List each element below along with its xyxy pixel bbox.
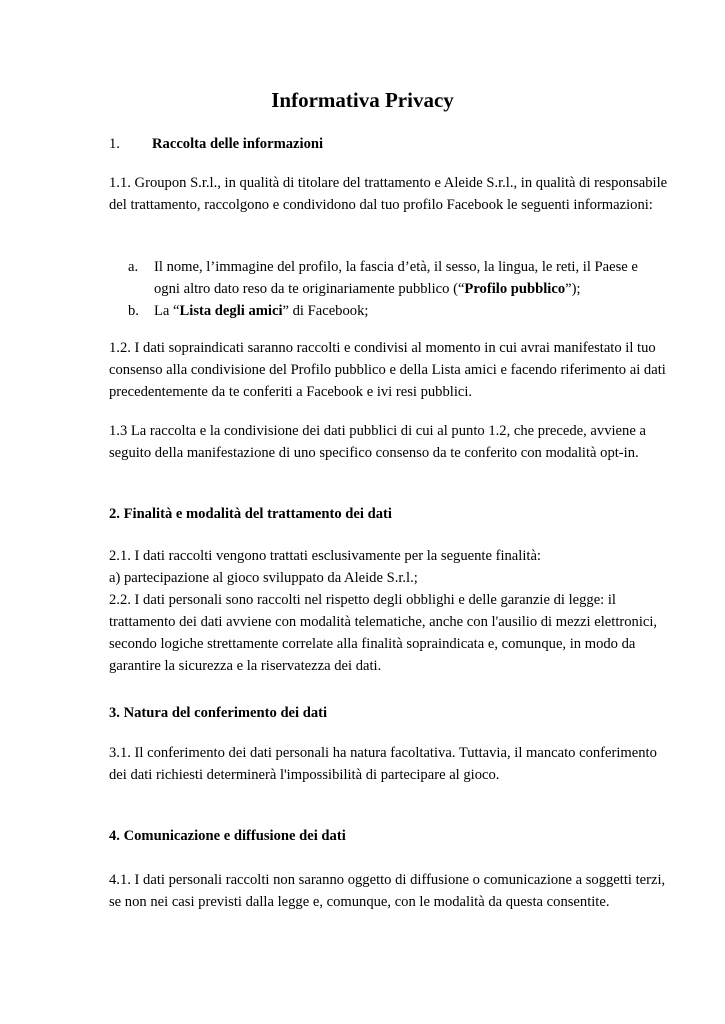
section-4-heading: 4. Comunicazione e diffusione dei dati bbox=[109, 828, 346, 844]
section-3-heading: 3. Natura del conferimento dei dati bbox=[109, 705, 328, 721]
paragraph-3-1: 3.1. Il conferimento dei dati personali ha natura facoltativa. Tuttavia, il mancato conferimento dei dati richiesti determinerà l'impossibilità di partecipare al gioco. bbox=[109, 745, 657, 783]
section-1-title: Raccolta delle informazioni bbox=[152, 136, 324, 152]
list-item-text-end: ” di Facebook; bbox=[282, 303, 369, 319]
paragraph-1-1: 1.1. Groupon S.r.l., in qualità di titolare del trattamento e Aleide S.r.l., in qualità di responsabile del trattamento, raccolgono e condividono dal tuo profilo Facebook le seguenti informazioni: bbox=[109, 175, 668, 213]
list-item-text: Il nome, l’immagine del profilo, la fascia d’età, il sesso, la lingua, le reti, il Paese e ogni altro dato reso da te originariamente pubblico (“ bbox=[154, 259, 638, 297]
paragraph-1-2: 1.2. I dati sopraindicati saranno raccolti e condivisi al momento in cui avrai manifestato il tuo consenso alla condivisione del Profilo pubblico e della Lista amici e facendo riferimento ai dati precedentemente da te conferiti a Facebook e ivi resi pubblici. bbox=[109, 340, 666, 400]
section-1-heading bbox=[109, 133, 669, 155]
paragraph-2-1-a: a) partecipazione al gioco sviluppato da Aleide S.r.l.; bbox=[109, 570, 418, 586]
paragraph-4-1: 4.1. I dati personali raccolti non saranno oggetto di diffusione o comunicazione a soggetti terzi, se non nei casi previsti dalla legge e, comunque, con le modalità da questa consentite. bbox=[109, 872, 666, 910]
paragraph-2-2: 2.2. I dati personali sono raccolti nel rispetto degli obblighi e delle garanzie di legge: il trattamento dei dati avviene con modalità telematiche, anche con l'ausilio di mezzi elettronici, secondo logiche strettamente correlate alla finalità sopraindicata e, comunque, in modo da garantire la sicurezza e la riservatezza dei dati. bbox=[109, 592, 658, 674]
list-item-bold: Lista degli amici bbox=[179, 303, 283, 319]
list-item-bold: Profilo pubblico bbox=[464, 281, 566, 297]
list-item-text: La “ bbox=[154, 303, 180, 319]
list-item-text-end: ”); bbox=[565, 281, 581, 297]
paragraph-2-1: 2.1. I dati raccolti vengono trattati esclusivamente per la seguente finalità: bbox=[109, 548, 541, 564]
section-1-number: 1. bbox=[109, 136, 120, 152]
section-2-body bbox=[109, 545, 669, 677]
list-marker: a. bbox=[128, 259, 139, 275]
list-item bbox=[128, 256, 658, 300]
info-list bbox=[128, 256, 658, 322]
list-marker: b. bbox=[128, 303, 139, 319]
paragraph-1-3: 1.3 La raccolta e la condivisione dei dati pubblici di cui al punto 1.2, che precede, avviene a seguito della manifestazione di uno specifico consenso da te conferito con modalità opt-in. bbox=[109, 423, 646, 461]
section-2-heading: 2. Finalità e modalità del trattamento dei dati bbox=[109, 506, 392, 522]
list-item bbox=[128, 300, 658, 322]
page-title: Informativa Privacy bbox=[271, 88, 454, 112]
